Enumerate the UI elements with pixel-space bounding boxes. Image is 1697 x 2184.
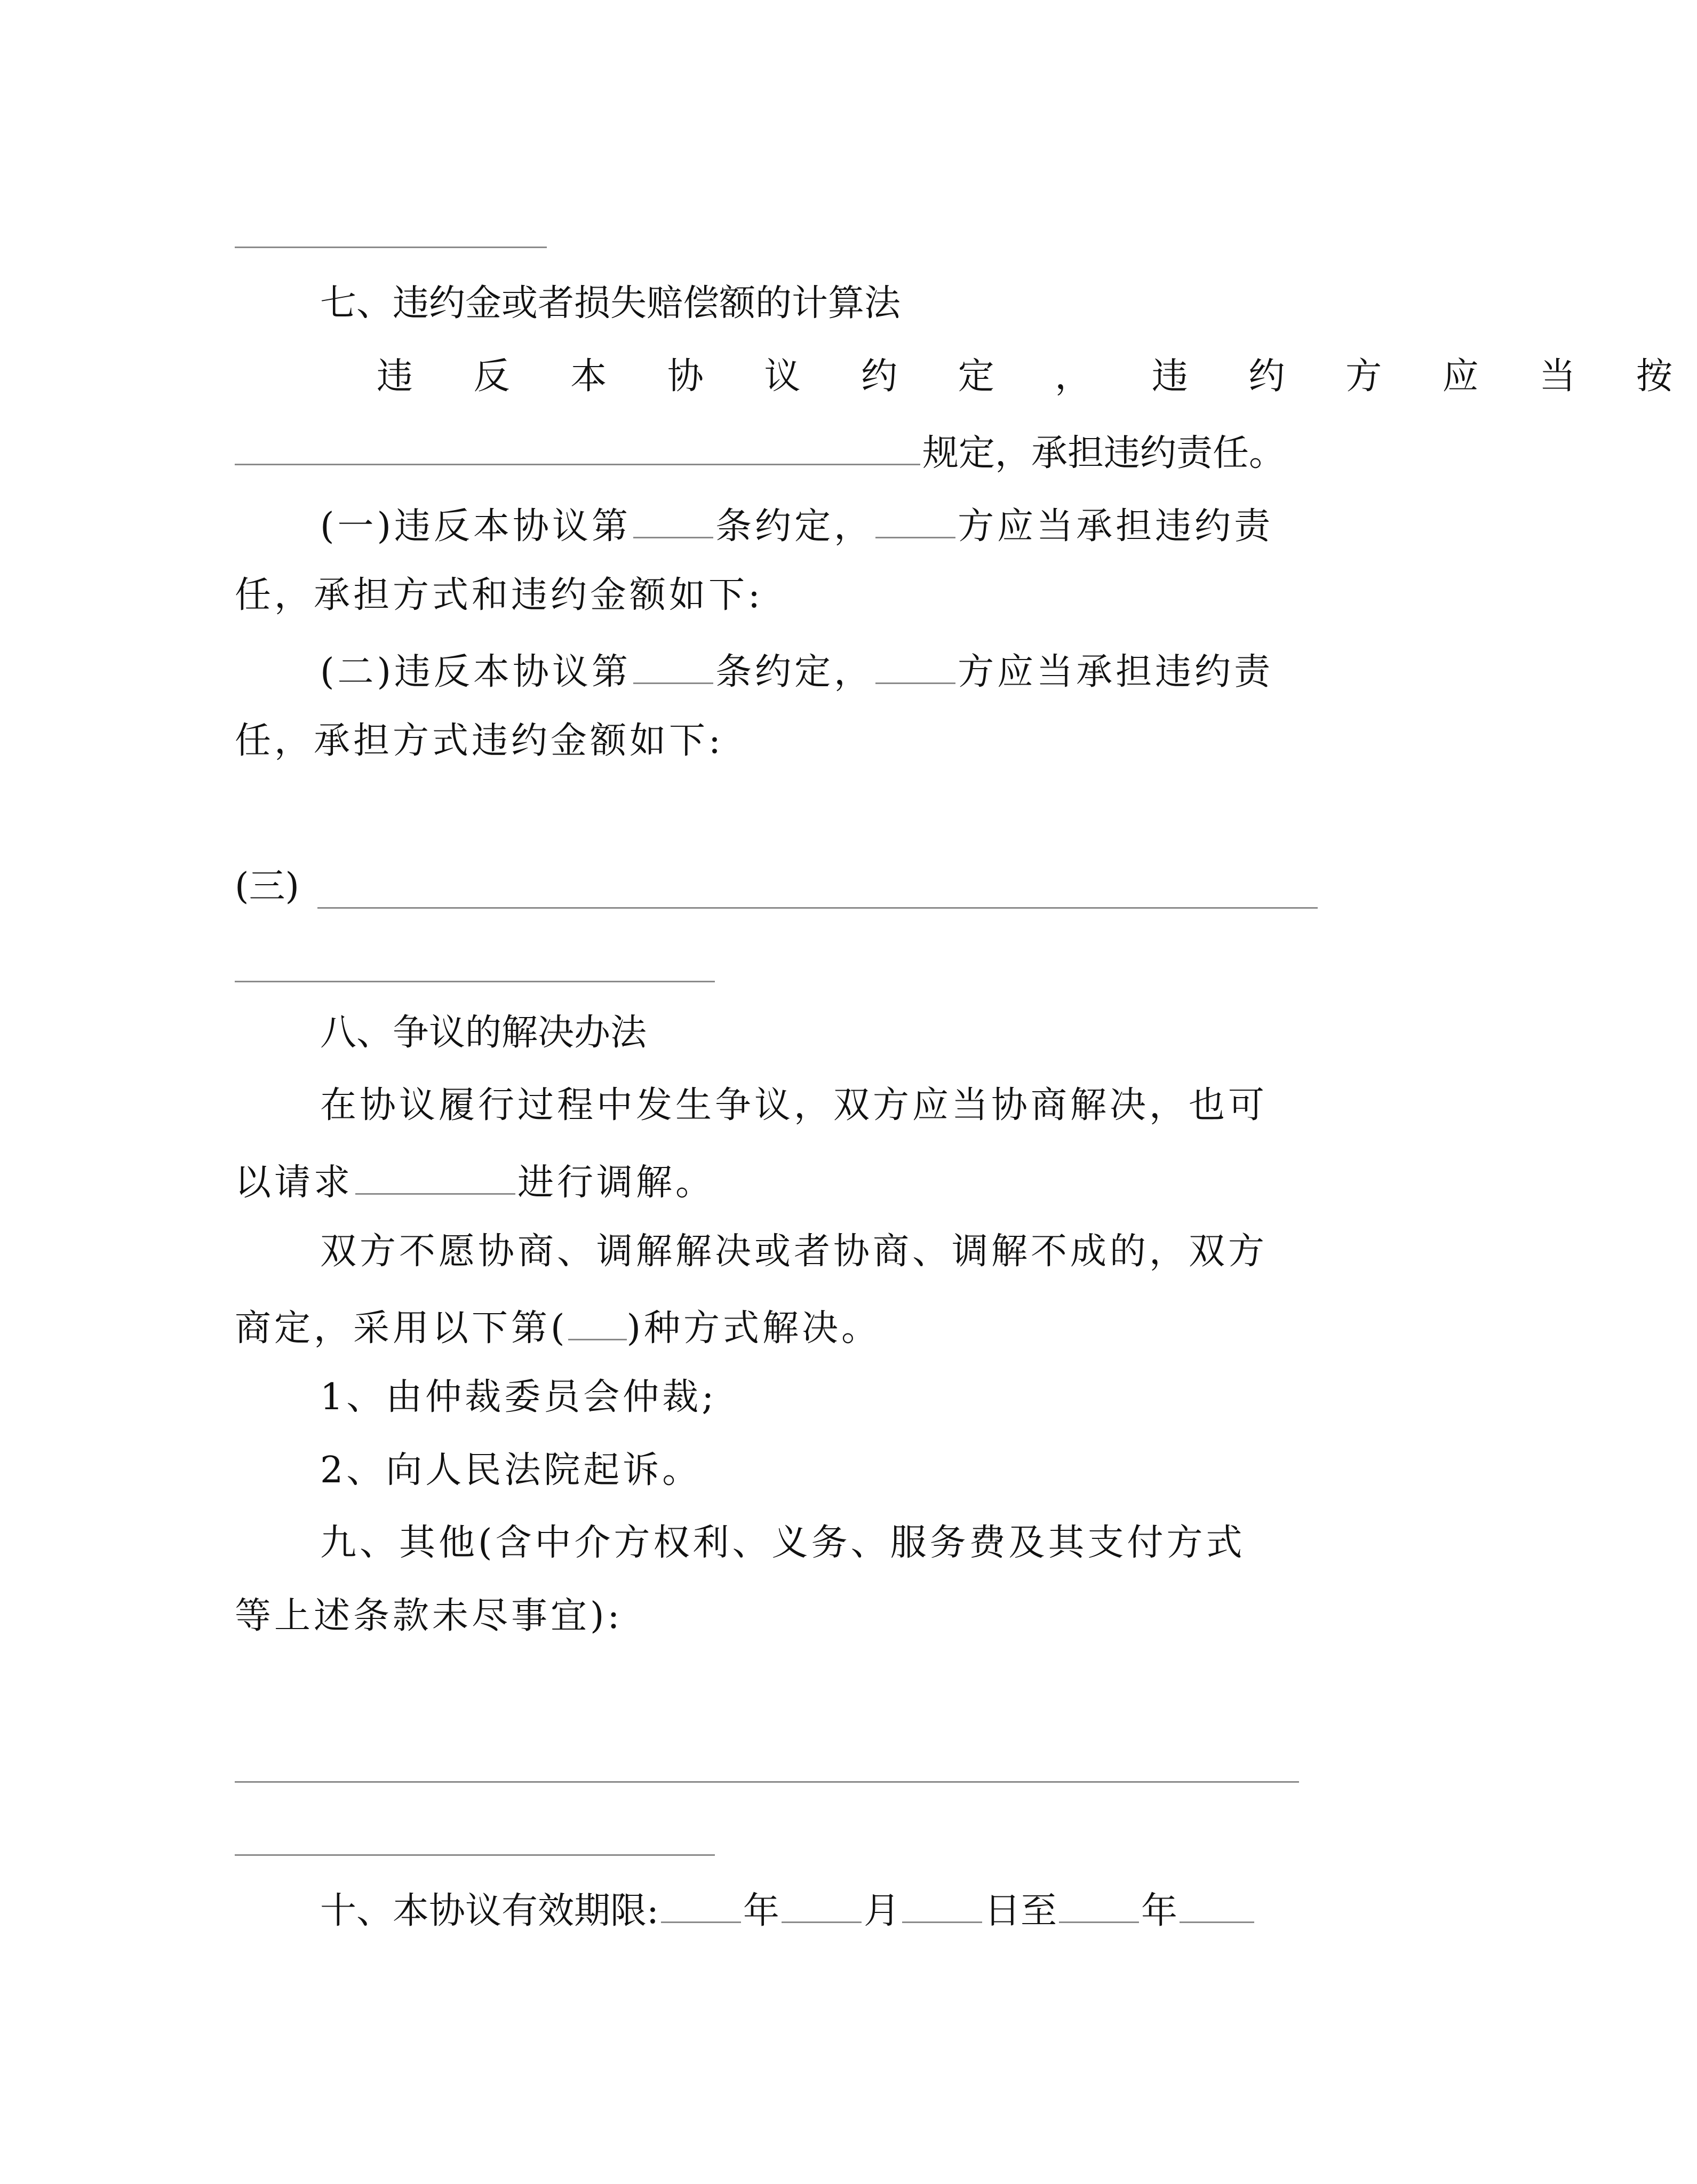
section-7-text-line-1: 违 反 本 协 议 约 定 ， 违 约 方 应 当 按 (377, 355, 1697, 398)
section-7-text-line-2: 规定，承担违约责任。 (235, 431, 1285, 472)
clause-2: (二)违反本协议第 条约定， 方应当承担违约责 (320, 650, 1273, 690)
blank-line (235, 247, 547, 248)
section-10-validity: 十、本协议有效期限: 年 月 日至 年 (320, 1889, 1256, 1929)
option-2: 2、向人民法院起诉。 (320, 1449, 702, 1491)
blank-field[interactable] (633, 504, 713, 538)
clause-1-continued: 任，承担方式和违约金额如下: (235, 574, 763, 616)
blank-field[interactable] (355, 1161, 515, 1195)
clause-3: (三) (235, 865, 300, 908)
blank-field[interactable] (661, 1889, 741, 1923)
blank-field[interactable] (875, 504, 955, 538)
blank-line[interactable] (317, 907, 1318, 909)
blank-field[interactable] (782, 1889, 862, 1923)
blank-line[interactable] (235, 981, 715, 982)
blank-field[interactable] (875, 650, 955, 684)
section-9-text: 九、其他(含中介方权利、义务、服务费及其支付方式 (320, 1522, 1246, 1564)
blank-line[interactable] (235, 1781, 1299, 1783)
section-8-paragraph-2: 双方不愿协商、调解解决或者协商、调解不成的，双方 (320, 1230, 1268, 1273)
section-8-paragraph-1: 在协议履行过程中发生争议，双方应当协商解决，也可 (320, 1084, 1268, 1126)
section-7-heading: 七、违约金或者损失赔偿额的计算法 (320, 282, 901, 324)
clause-2-continued: 任，承担方式违约金额如下: (235, 720, 724, 762)
blank-field[interactable] (1180, 1889, 1254, 1923)
blank-line[interactable] (235, 1854, 715, 1856)
clause-1: (一)违反本协议第 条约定， 方应当承担违约责 (320, 504, 1273, 545)
blank-field[interactable] (568, 1306, 627, 1340)
blank-field[interactable] (1059, 1889, 1139, 1923)
blank-field[interactable] (235, 431, 920, 465)
option-1: 1、由仲裁委员会仲裁; (320, 1376, 718, 1418)
section-8-heading: 八、争议的解决办法 (320, 1012, 647, 1054)
section-8-paragraph-2-continued: 商定，采用以下第( )种方式解决。 (235, 1306, 881, 1347)
section-8-paragraph-1-continued: 以请求 进行调解。 (235, 1161, 715, 1201)
blank-field[interactable] (902, 1889, 982, 1923)
section-9-text-continued: 等上述条款未尽事宜): (235, 1595, 623, 1637)
blank-field[interactable] (633, 650, 713, 684)
